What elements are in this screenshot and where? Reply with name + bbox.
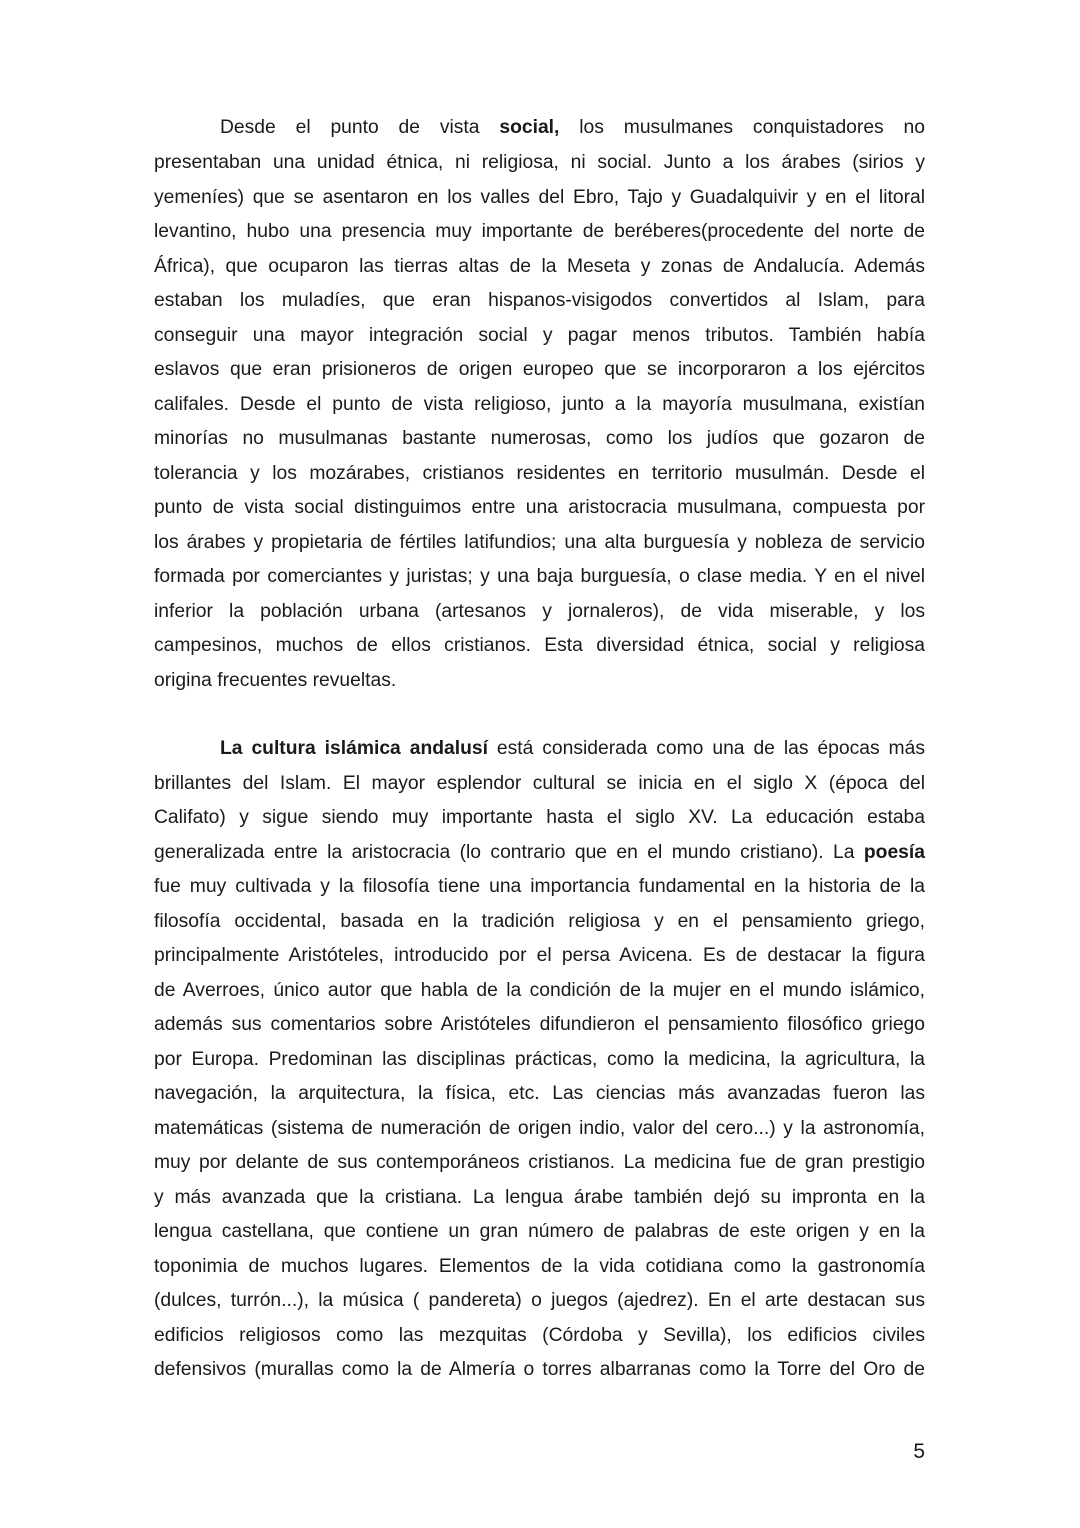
bold-term-social: social,: [499, 117, 560, 138]
paragraph-2-line-12: matemáticas (sistema de numeración de origen indio, valor del cero...) y la astronomía,: [154, 1118, 925, 1139]
bold-term-poesia: poesía: [863, 842, 925, 863]
bold-term-cultura: La cultura islámica andalusí: [220, 738, 488, 759]
text-run: está considerada como una de las épocas más: [487, 738, 925, 759]
paragraph-1-line-11: tolerancia y los mozárabes, cristianos residentes en territorio musulmán. Desde el: [154, 463, 925, 484]
text-run: generalizada entre la aristocracia (lo contrario que en el mundo cristiano). La: [154, 842, 864, 863]
paragraph-2-line-10: por Europa. Predominan las disciplinas prácticas, como la medicina, la agricultura, la: [154, 1049, 925, 1070]
paragraph-1-line-12: punto de vista social distinguimos entre una aristocracia musulmana, compuesta por: [154, 497, 925, 518]
paragraph-2-line-5: fue muy cultivada y la filosofía tiene una importancia fundamental en la historia de la: [154, 876, 925, 897]
paragraph-2-line-16: toponimia de muchos lugares. Elementos de la vida cotidiana como la gastronomía: [154, 1256, 925, 1277]
paragraph-1-line-4: levantino, hubo una presencia muy importante de beréberes(procedente del norte de: [154, 221, 925, 242]
paragraph-1-line-14: formada por comerciantes y juristas; y una baja burguesía, o clase media. Y en el nivel: [154, 566, 925, 587]
paragraph-1-line-17: origina frecuentes revueltas.: [154, 670, 397, 691]
paragraph-2-line-9: además sus comentarios sobre Aristóteles difundieron el pensamiento filosófico griego: [154, 1014, 925, 1035]
text-run: Desde el punto de vista: [220, 117, 500, 138]
paragraph-1-line-10: minorías no musulmanas bastante numerosas, como los judíos que gozaron de: [154, 428, 925, 449]
paragraph-1-line-6: estaban los muladíes, que eran hispanos-visigodos convertidos al Islam, para: [154, 290, 925, 311]
paragraph-2-line-2: brillantes del Islam. El mayor esplendor cultural se inicia en el siglo X (época del: [154, 773, 925, 794]
paragraph-1-line-8: eslavos que eran prisioneros de origen europeo que se incorporaron a los ejércitos: [154, 359, 925, 380]
paragraph-2-line-8: de Averroes, único autor que habla de la condición de la mujer en el mundo islámico,: [154, 980, 925, 1001]
page-number: 5: [913, 1440, 925, 1463]
paragraph-2-line-19: defensivos (murallas como la de Almería o torres albarranas como la Torre del Oro de: [154, 1359, 925, 1380]
paragraph-1-line-5: África), que ocuparon las tierras altas de la Meseta y zonas de Andalucía. Además: [154, 256, 925, 277]
paragraph-2-line-6: filosofía occidental, basada en la tradición religiosa y en el pensamiento griego,: [154, 911, 925, 932]
paragraph-1-line-7: conseguir una mayor integración social y pagar menos tributos. También había: [154, 325, 925, 346]
paragraph-2-line-3: Califato) y sigue siendo muy importante hasta el siglo XV. La educación estaba: [154, 807, 925, 828]
paragraph-2-line-7: principalmente Aristóteles, introducido por el persa Avicena. Es de destacar la figura: [154, 945, 925, 966]
paragraph-2-line-1: [220, 737, 925, 761]
paragraph-2-line-18: edificios religiosos como las mezquitas (Córdoba y Sevilla), los edificios civiles: [154, 1325, 925, 1346]
paragraph-2-line-4: [154, 841, 925, 865]
paragraph-2-line-14: y más avanzada que la cristiana. La lengua árabe también dejó su impronta en la: [154, 1187, 925, 1208]
paragraph-1-line-13: los árabes y propietaria de fértiles latifundios; una alta burguesía y nobleza de servicio: [154, 532, 925, 553]
paragraph-1-line-1: [220, 116, 925, 140]
paragraph-1-line-16: campesinos, muchos de ellos cristianos. Esta diversidad étnica, social y religiosa: [154, 635, 925, 656]
paragraph-1-line-15: inferior la población urbana (artesanos y jornaleros), de vida miserable, y los: [154, 601, 925, 622]
paragraph-2-line-13: muy por delante de sus contemporáneos cristianos. La medicina fue de gran prestigio: [154, 1152, 925, 1173]
paragraph-2-line-15: lengua castellana, que contiene un gran número de palabras de este origen y en la: [154, 1221, 925, 1242]
text-run: los musulmanes conquistadores no: [559, 117, 925, 138]
paragraph-1-line-9: califales. Desde el punto de vista religioso, junto a la mayoría musulmana, existían: [154, 394, 925, 415]
paragraph-2-line-11: navegación, la arquitectura, la física, etc. Las ciencias más avanzadas fueron las: [154, 1083, 925, 1104]
paragraph-1-line-2: presentaban una unidad étnica, ni religiosa, ni social. Junto a los árabes (sirios y: [154, 152, 925, 173]
paragraph-2-line-17: (dulces, turrón...), la música ( pandereta) o juegos (ajedrez). En el arte destacan sus: [154, 1290, 925, 1311]
paragraph-1-line-3: yemeníes) que se asentaron en los valles del Ebro, Tajo y Guadalquivir y en el litoral: [154, 187, 925, 208]
